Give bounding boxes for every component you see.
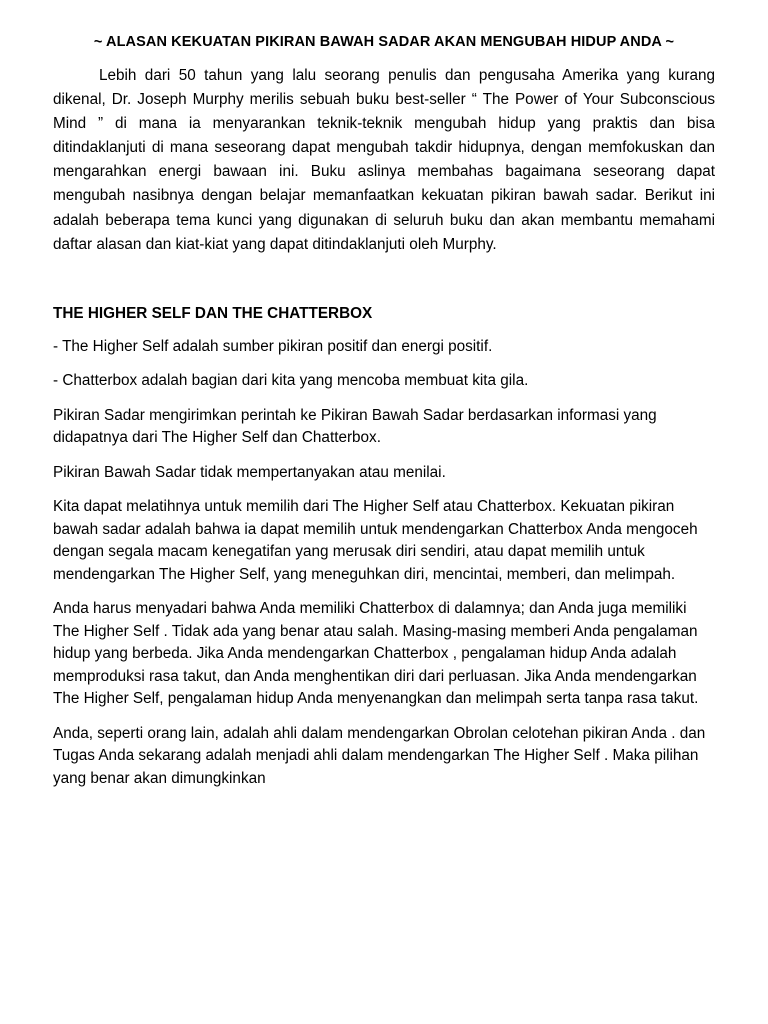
body-paragraph-expert: Anda, seperti orang lain, adalah ahli dalam mendengarkan Obrolan celotehan pikiran Anda . dan Tugas Anda sekarang adalah menjadi ahli dalam mendengarkan The Higher Self . Maka pilihan yang benar akan dimungkinkan: [53, 724, 706, 787]
body-paragraph-conscious-mind: Pikiran Sadar mengirimkan perintah ke Pikiran Bawah Sadar berdasarkan informasi yang didapatnya dari The Higher Self dan Chatterbox.: [53, 406, 657, 447]
document-page: [53, 34, 715, 802]
body-paragraph-chatterbox: - Chatterbox adalah bagian dari kita yang mencoba membuat kita gila.: [53, 372, 529, 390]
body-paragraph-higher-self: - The Higher Self adalah sumber pikiran positif dan energi positif.: [53, 337, 493, 355]
section-heading: THE HIGHER SELF DAN THE CHATTERBOX: [53, 304, 373, 322]
document-title: ~ ALASAN KEKUATAN PIKIRAN BAWAH SADAR AKAN MENGUBAH HIDUP ANDA ~: [93, 34, 675, 50]
body-paragraph-training: Kita dapat melatihnya untuk memilih dari The Higher Self atau Chatterbox. Kekuatan pikiran bawah sadar adalah bahwa ia dapat memilih untuk mendengarkan Chatterbox Anda mengoceh dengan segala macam kenegatifan yang merusak diri sendiri, atau dapat memilih untuk mendengarkan The Higher Self, yang meneguhkan diri, mencintai, memberi, dan melimpah.: [53, 498, 698, 583]
intro-paragraph: Lebih dari 50 tahun yang lalu seorang penulis dan pengusaha Amerika yang kurang dikenal, Dr. Joseph Murphy merilis sebuah buku best-seller “ The Power of Your Subconscious Mind ” di mana ia menyarankan teknik-teknik mengubah hidup yang praktis dan bisa ditindaklanjuti di mana seseorang dapat mengubah takdir hidupnya, dengan memfokuskan dan mengarahkan energi bawaan ini. Buku aslinya membahas bagaimana seseorang dapat mengubah nasibnya dengan belajar memanfaatkan kekuatan pikiran bawah sadar. Berikut ini adalah beberapa tema kunci yang digunakan di seluruh buku dan akan membantu memahami daftar alasan dan kiat-kiat yang dapat ditindaklanjuti oleh Murphy.: [53, 67, 715, 253]
body-paragraph-awareness: Anda harus menyadari bahwa Anda memiliki Chatterbox di dalamnya; dan Anda juga memiliki The Higher Self . Tidak ada yang benar atau salah. Masing-masing memberi Anda pengalaman hidup yang berbeda. Jika Anda mendengarkan Chatterbox , pengalaman hidup Anda adalah memproduksi rasa takut, dan Anda menghentikan diri dari perluasan. Jika Anda mendengarkan The Higher Self, pengalaman hidup Anda menyenangkan dan melimpah serta tanpa rasa takut.: [53, 600, 699, 708]
body-paragraph-no-judgement: Pikiran Bawah Sadar tidak mempertanyakan atau menilai.: [53, 463, 446, 481]
